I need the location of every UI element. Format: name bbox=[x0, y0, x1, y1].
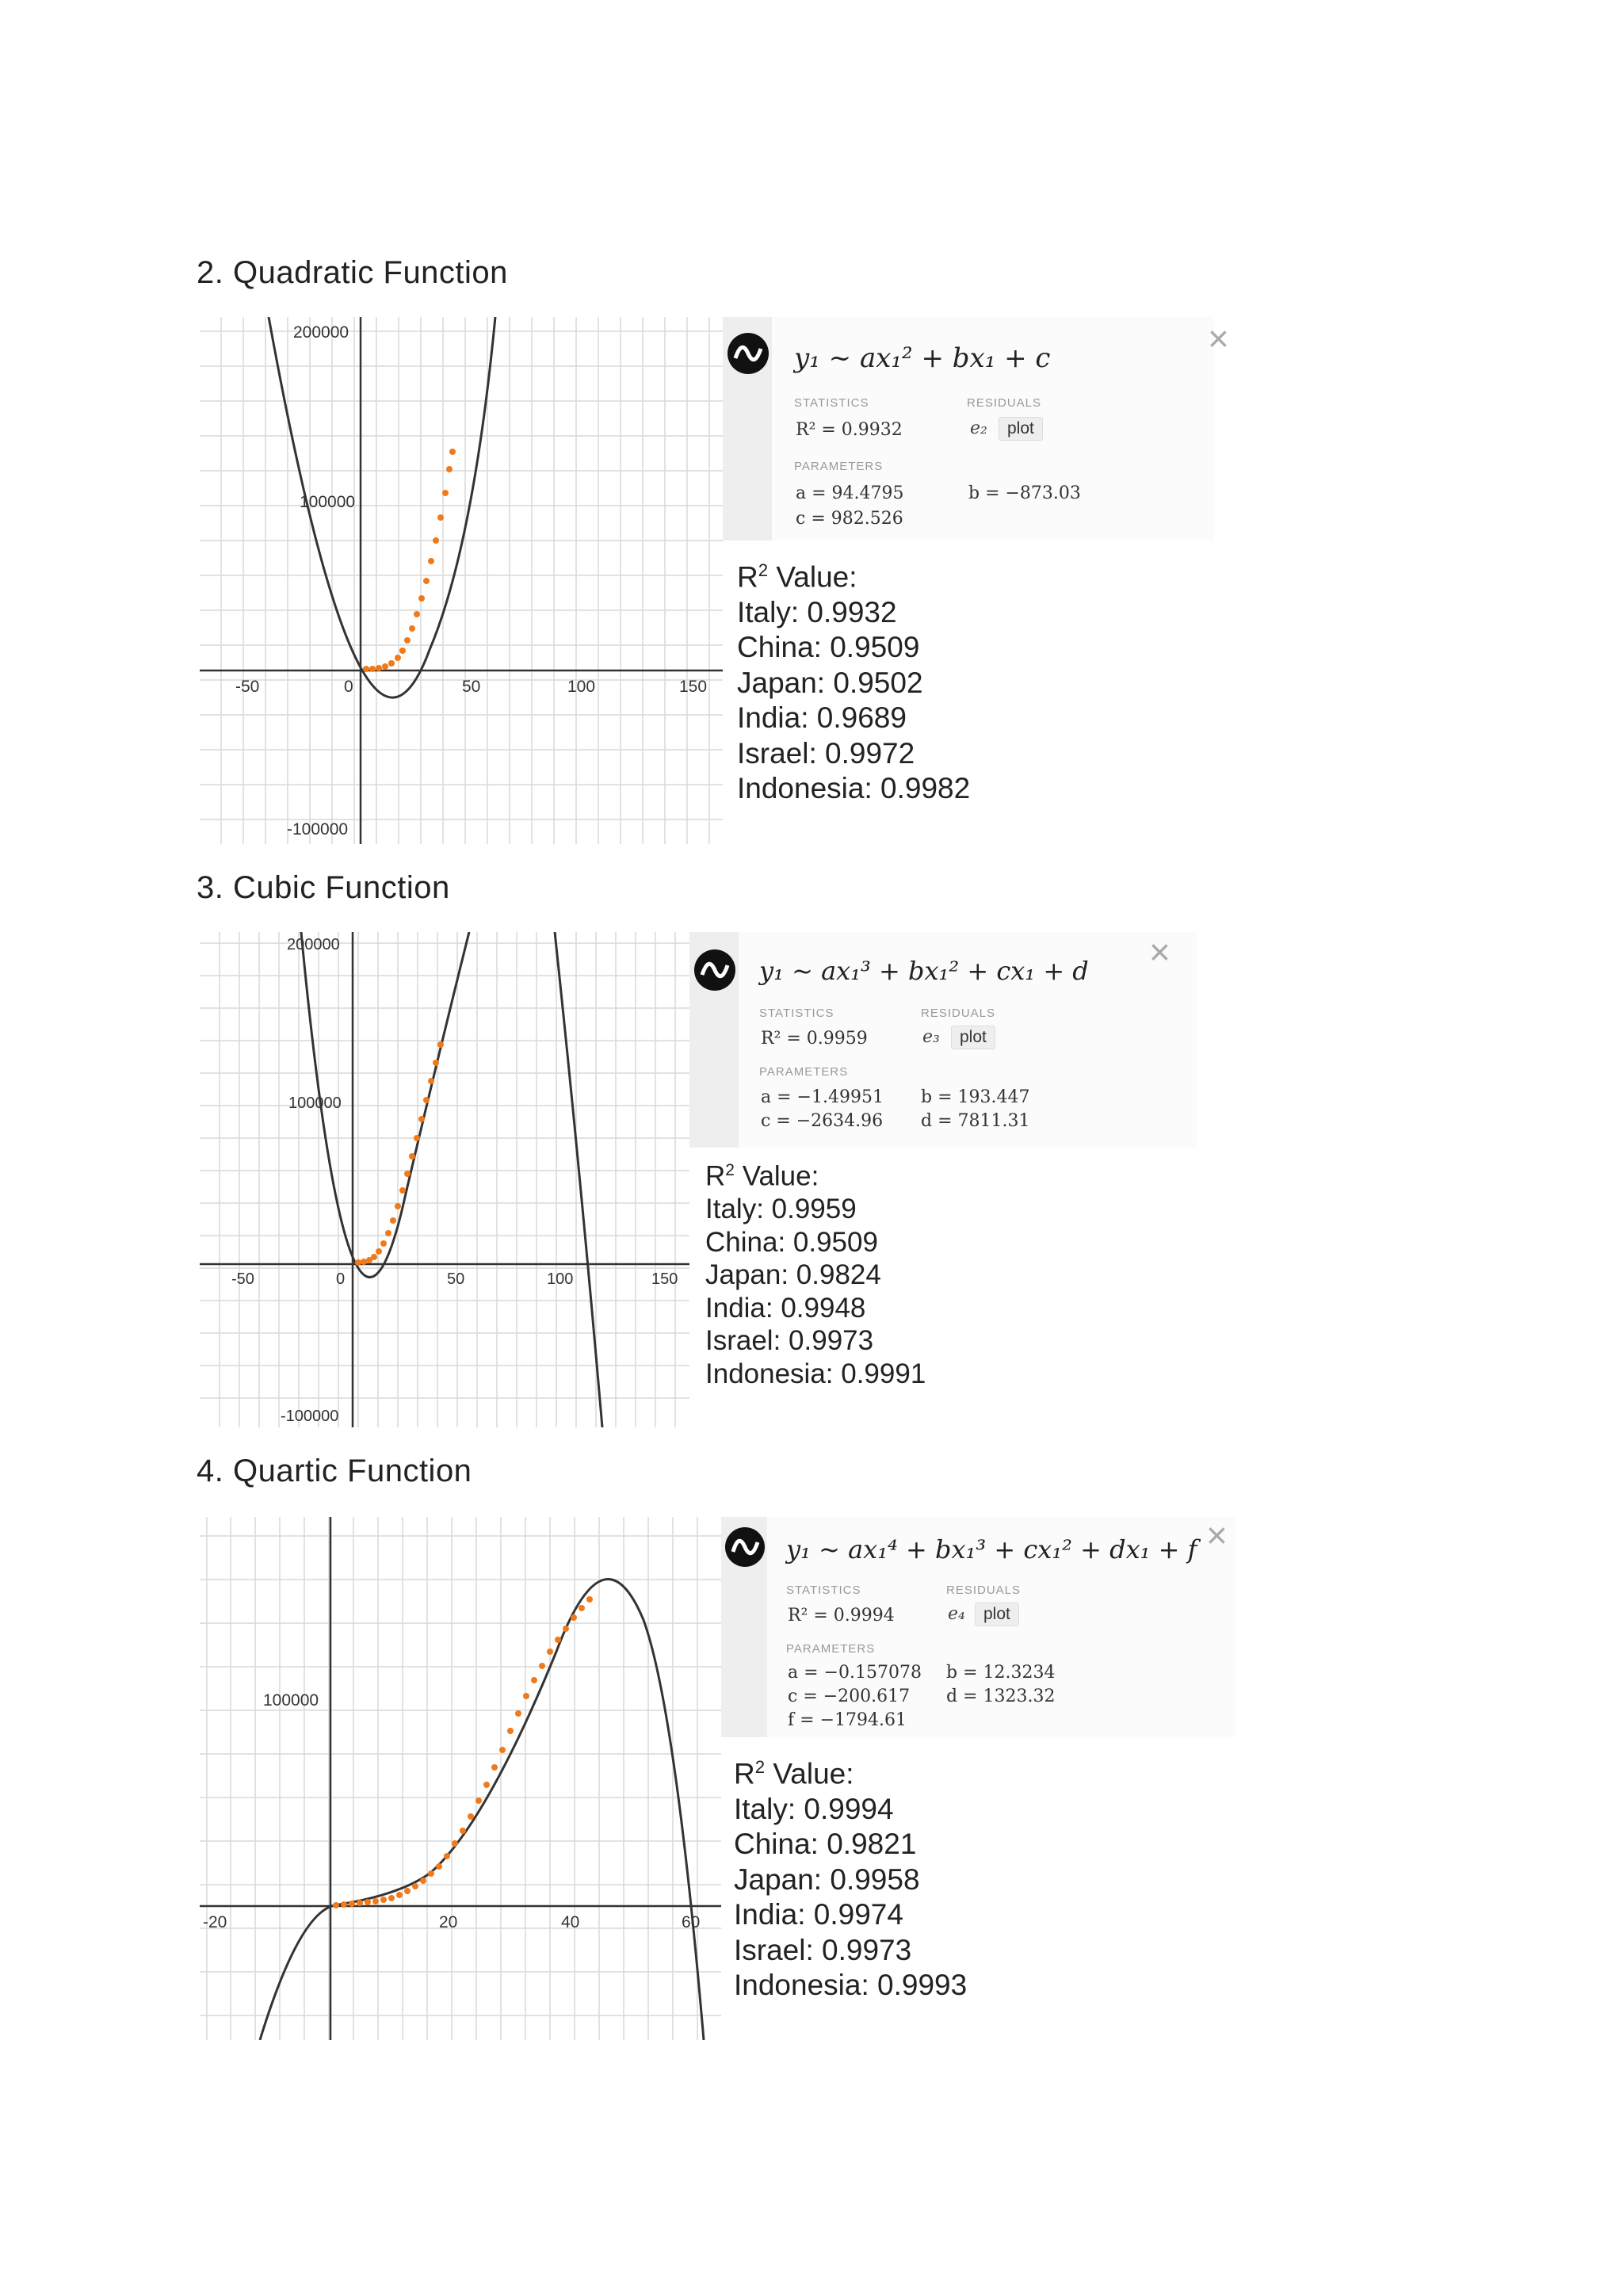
r2-title: $R^2$ Value: bbox=[734, 1757, 854, 1790]
r2-values-quartic bbox=[734, 1750, 967, 2004]
x-tick-label: 0 bbox=[336, 1270, 346, 1288]
section-heading-cubic: 3. Cubic Function bbox=[197, 870, 450, 905]
y-tick-label: 100000 bbox=[300, 493, 356, 511]
parameters-label: PARAMETERS bbox=[759, 1065, 849, 1079]
residuals-label: RESIDUALS bbox=[921, 1007, 996, 1020]
r2-row-indonesia: Indonesia: 0.9993 bbox=[734, 1969, 968, 2002]
residuals-label: RESIDUALS bbox=[967, 396, 1042, 410]
cubic-graph-svg bbox=[200, 932, 689, 1427]
axes bbox=[200, 317, 723, 844]
y-tick-label: 100000 bbox=[263, 1691, 319, 1710]
quartic-graph-svg bbox=[200, 1517, 721, 2040]
grid bbox=[200, 932, 689, 1427]
param-c: c = −200.617 bbox=[788, 1687, 911, 1706]
grid bbox=[200, 1517, 721, 2040]
r-squared-value: R² = 0.9959 bbox=[761, 1029, 868, 1049]
r2-title: $R^2$ Value: bbox=[705, 1160, 819, 1192]
r2-row-israel: Israel: 0.9973 bbox=[705, 1325, 874, 1357]
residuals-label: RESIDUALS bbox=[946, 1584, 1022, 1597]
residual-variable: e₃ bbox=[922, 1027, 940, 1047]
r-squared-value: R² = 0.9932 bbox=[796, 420, 903, 440]
r2-row-china: China: 0.9509 bbox=[705, 1226, 878, 1258]
x-tick-label: 60 bbox=[682, 1913, 701, 1931]
x-tick-label: 0 bbox=[344, 678, 353, 696]
x-tick-label: 100 bbox=[567, 678, 596, 696]
param-c: c = 982.526 bbox=[796, 509, 903, 529]
r2-row-indonesia: Indonesia: 0.9982 bbox=[737, 772, 971, 805]
parameters-label: PARAMETERS bbox=[794, 460, 884, 473]
r2-row-indonesia: Indonesia: 0.9991 bbox=[705, 1358, 926, 1389]
y-tick-label: 200000 bbox=[293, 323, 349, 342]
cubic-graph[interactable] bbox=[200, 932, 689, 1427]
parameters-label: PARAMETERS bbox=[786, 1642, 876, 1656]
close-icon[interactable]: × bbox=[1206, 1515, 1228, 1556]
y-tick-label: -100000 bbox=[287, 820, 349, 839]
grid bbox=[200, 317, 723, 844]
r2-row-israel: Israel: 0.9972 bbox=[737, 736, 915, 770]
param-b: b = 12.3234 bbox=[946, 1663, 1056, 1683]
regression-formula[interactable]: y₁ ~ ax₁³ + bx₁² + cx₁ + d bbox=[759, 956, 1089, 986]
param-b: b = −873.03 bbox=[968, 483, 1081, 503]
param-f: f = −1794.61 bbox=[788, 1710, 907, 1730]
section-heading-quadratic: 2. Quadratic Function bbox=[197, 255, 508, 290]
x-tick-label: 50 bbox=[462, 678, 481, 696]
r2-row-italy: Italy: 0.9994 bbox=[734, 1792, 894, 1825]
r2-row-italy: Italy: 0.9932 bbox=[737, 595, 897, 628]
y-tick-label: 100000 bbox=[288, 1095, 342, 1112]
plot-residuals-button[interactable]: plot bbox=[951, 1026, 995, 1049]
r2-row-japan: Japan: 0.9958 bbox=[734, 1862, 920, 1896]
x-tick-label: -50 bbox=[235, 678, 260, 696]
r2-row-india: India: 0.9974 bbox=[734, 1898, 903, 1931]
r-squared-value: R² = 0.9994 bbox=[788, 1606, 895, 1626]
r2-row-india: India: 0.9948 bbox=[705, 1292, 866, 1324]
quadratic-graph-svg bbox=[200, 317, 723, 844]
regression-curve bbox=[260, 1580, 704, 2040]
r2-values-cubic bbox=[705, 1154, 926, 1390]
x-tick-label: -20 bbox=[203, 1913, 227, 1931]
x-tick-label: 150 bbox=[679, 678, 708, 696]
statistics-label: STATISTICS bbox=[786, 1584, 861, 1597]
x-tick-label: -50 bbox=[231, 1270, 254, 1288]
param-d: d = 1323.32 bbox=[946, 1687, 1056, 1706]
regression-curve-branch bbox=[555, 932, 602, 1427]
x-tick-label: 50 bbox=[447, 1270, 465, 1288]
x-tick-label: 150 bbox=[651, 1270, 678, 1288]
desmos-logo-icon bbox=[721, 1517, 767, 1737]
r2-row-china: China: 0.9821 bbox=[734, 1828, 917, 1861]
param-a: a = −0.157078 bbox=[788, 1663, 922, 1683]
plot-residuals-button[interactable]: plot bbox=[975, 1603, 1019, 1626]
r2-row-japan: Japan: 0.9824 bbox=[705, 1259, 881, 1291]
x-tick-label: 20 bbox=[439, 1913, 458, 1931]
r2-row-india: India: 0.9689 bbox=[737, 701, 907, 735]
param-a: a = 94.4795 bbox=[796, 483, 904, 503]
data-points bbox=[355, 1041, 444, 1266]
regression-panel-quartic bbox=[721, 1517, 1236, 1737]
regression-panel-cubic bbox=[689, 932, 1197, 1148]
y-tick-label: -100000 bbox=[281, 1408, 339, 1425]
x-tick-label: 100 bbox=[547, 1270, 574, 1288]
regression-panel-quadratic bbox=[723, 317, 1214, 541]
data-points bbox=[333, 1596, 593, 1908]
r2-values-quadratic bbox=[737, 553, 970, 807]
r2-title: $R^2$ Value: bbox=[737, 560, 857, 594]
regression-formula[interactable]: y₁ ~ ax₁⁴ + bx₁³ + cx₁² + dx₁ + f bbox=[786, 1534, 1197, 1564]
param-b: b = 193.447 bbox=[921, 1087, 1030, 1107]
quadratic-graph[interactable] bbox=[200, 317, 723, 844]
r2-row-italy: Italy: 0.9959 bbox=[705, 1194, 857, 1225]
r2-row-china: China: 0.9509 bbox=[737, 631, 920, 664]
close-icon[interactable]: × bbox=[1208, 318, 1229, 359]
r2-row-israel: Israel: 0.9973 bbox=[734, 1933, 912, 1966]
section-heading-quartic: 4. Quartic Function bbox=[197, 1454, 472, 1488]
statistics-label: STATISTICS bbox=[794, 396, 869, 410]
param-a: a = −1.49951 bbox=[761, 1087, 884, 1107]
param-c: c = −2634.96 bbox=[761, 1111, 884, 1131]
residual-variable: e₂ bbox=[970, 418, 987, 438]
x-tick-label: 40 bbox=[561, 1913, 580, 1931]
desmos-logo-icon bbox=[723, 317, 772, 541]
statistics-label: STATISTICS bbox=[759, 1007, 834, 1020]
desmos-logo-icon bbox=[689, 932, 739, 1148]
y-tick-label: 200000 bbox=[287, 936, 340, 953]
residual-variable: e₄ bbox=[948, 1604, 965, 1624]
close-icon[interactable]: × bbox=[1149, 931, 1170, 972]
plot-residuals-button[interactable]: plot bbox=[999, 417, 1043, 441]
regression-formula[interactable]: y₁ ~ ax₁² + bx₁ + c bbox=[794, 342, 1051, 374]
quartic-graph[interactable] bbox=[200, 1517, 721, 2040]
param-d: d = 7811.31 bbox=[921, 1111, 1030, 1131]
r2-row-japan: Japan: 0.9502 bbox=[737, 666, 923, 699]
axes bbox=[200, 1517, 721, 2040]
